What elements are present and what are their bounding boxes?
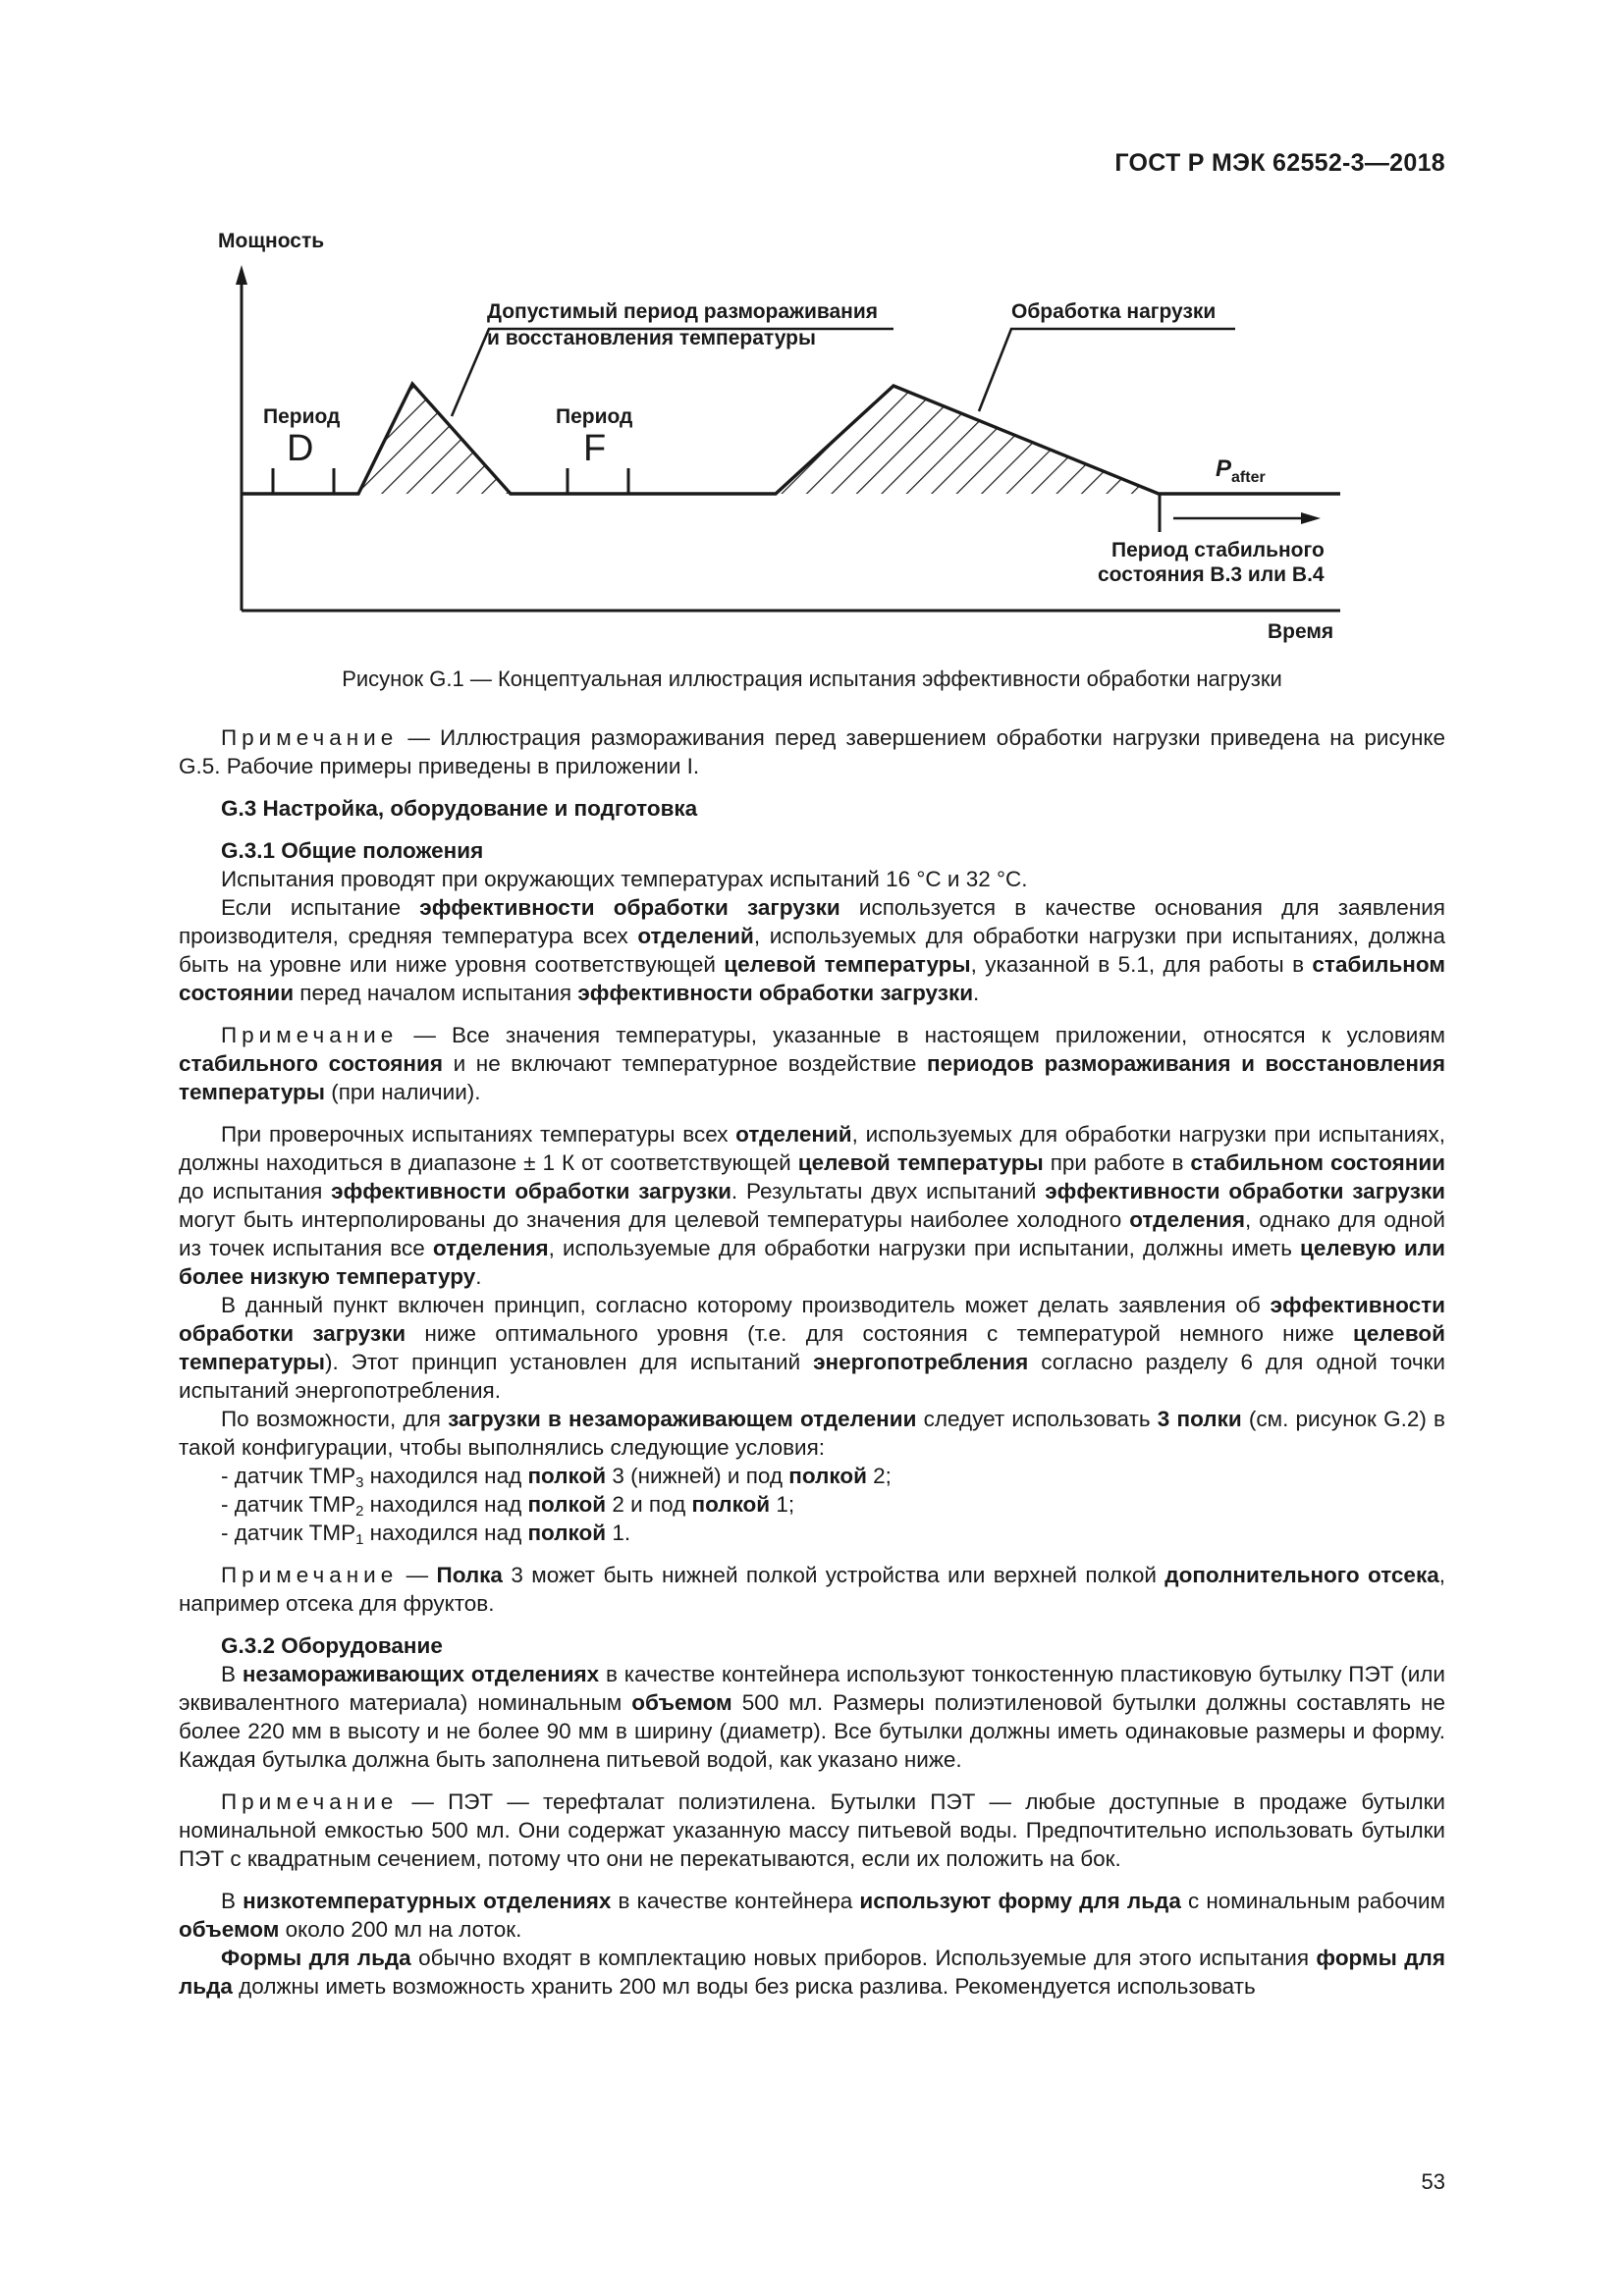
period-d-letter: D <box>287 428 314 469</box>
section-g3-heading: G.3 Настройка, оборудование и подготовка <box>221 796 698 821</box>
paragraph-6: В незамораживающих отделениях в качестве контейнера используют тонкостенную пластиковую бутылку ПЭТ (или эквивалентного материала) номинальным объемом 500 мл. Размеры полиэтиленовой бутылки должны составлять не более 220 мм в высоту и не более 90 мм в ширину (диаметр). Все бутылки должны иметь одинаковые размеры и форму. Каждая бутылка должна быть заполнена питьевой водой, как указано ниже. <box>179 1662 1445 1772</box>
figure-caption: Рисунок G.1 — Концептуальная иллюстрация испытания эффективности обработки нагрузки <box>342 667 1282 691</box>
note-3: Примечание — Полка 3 может быть нижней полкой устройства или верхней полкой дополнительного отсека, например отсека для фруктов. <box>179 1563 1445 1616</box>
section-g32-heading: G.3.2 Оборудование <box>221 1633 443 1658</box>
period-f-word: Период <box>556 405 633 428</box>
p-after-label: $P_{after}$ <box>1216 455 1266 486</box>
steady-state-arrow <box>1173 512 1321 524</box>
defrost-label-line2: и восстановления температуры <box>487 327 816 349</box>
paragraph-7: В низкотемпературных отделениях в качестве контейнера используют форму для льда с номинальным рабочим объемом около 200 мл на лоток. <box>179 1889 1446 1942</box>
note-4: Примечание — ПЭТ — терефталат полиэтилена. Бутылки ПЭТ — любые доступные в продаже бутылки номинальной емкостью 500 мл. Они содержат указанную массу питьевой воды. Предпочтительно использовать бутылки ПЭТ с квадратным сечением, потому что они не перекатываются, если их положить на бок. <box>179 1789 1445 1871</box>
defrost-hatched-area <box>358 384 511 494</box>
note-1: Примечание — Иллюстрация размораживания перед завершением обработки нагрузки приведена на рисунке G.5. Рабочие примеры приведены в приложении I. <box>179 725 1445 778</box>
steady-state-line1: Период стабильного <box>1111 539 1325 561</box>
period-d-word: Период <box>263 405 341 428</box>
defrost-label-line1: Допустимый период размораживания <box>487 300 879 323</box>
paragraph-8: Формы для льда обычно входят в комплектацию новых приборов. Используемые для этого испытания формы для льда должны иметь возможность хранить 200 мл воды без риска разлива. Рекомендуется использовать <box>179 1946 1445 1999</box>
paragraph-3: При проверочных испытаниях температуры всех отделений, используемых для обработки нагрузки при испытаниях, должны находиться в диапазоне ± 1 К от соответствующей целевой температуры при работе в стабильном состоянии до испытания эффективности обработки загрузки. Результаты двух испытаний эффективности обработки загрузки могут быть интерполированы до значения для целевой температуры наиболее холодного отделения, однако для одной из точек испытания все отделения, используемые для обработки нагрузки при испытании, должны иметь целевую или более низкую температуру. <box>179 1122 1446 1289</box>
y-axis-arrow <box>236 265 247 285</box>
x-axis-label: Время <box>1268 620 1334 643</box>
paragraph-4: В данный пункт включен принцип, согласно которому производитель может делать заявления об эффективности обработки загрузки ниже оптимального уровня (т.е. для состояния с температурой немного ниже целевой температуры). Этот принцип установлен для испытаний энергопотребления согласно разделу 6 для одной точки испытаний энергопотребления. <box>179 1293 1445 1403</box>
steady-state-line2: состояния B.3 или B.4 <box>1098 563 1325 586</box>
body-text <box>179 723 1445 2001</box>
note-2: Примечание — Все значения температуры, указанные в настоящем приложении, относятся к условиям стабильного состояния и не включают температурное воздействие периодов размораживания и восстановления температуры (при наличии). <box>179 1023 1445 1104</box>
section-g31-heading: G.3.1 Общие положения <box>221 838 484 863</box>
paragraph-2: Если испытание эффективности обработки загрузки используется в качестве основания для заявления производителя, средняя температура всех отделений, используемых для обработки нагрузки при испытаниях, должна быть на уровне или ниже уровня соответствующей целевой температуры, указанной в 5.1, для работы в стабильном состоянии перед началом испытания эффективности обработки загрузки. <box>179 895 1445 1005</box>
list-item-tmp1: - датчик $ТМР_1$ находился над полкой 1. <box>221 1521 631 1548</box>
y-axis-label: Мощность <box>218 230 325 252</box>
list-item-tmp2: - датчик $ТМР_2$ находился над полкой 2 и под полкой 1; <box>221 1492 795 1520</box>
figure-g1 <box>0 0 1624 667</box>
load-processing-label: Обработка нагрузки <box>1011 300 1217 323</box>
list-item-tmp3: - датчик $ТМР_3$ находился над полкой 3 (нижней) и под полкой 2; <box>221 1464 892 1491</box>
page-header: ГОСТ Р МЭК 62552-3—2018 <box>1114 149 1445 177</box>
paragraph-5: По возможности, для загрузки в незамораживающем отделении следует использовать 3 полки (см. рисунок G.2) в такой конфигурации, чтобы выполнялись следующие условия: <box>179 1407 1445 1460</box>
period-f-letter: F <box>583 428 607 469</box>
page-number: 53 <box>1421 2169 1445 2194</box>
paragraph-ambient: Испытания проводят при окружающих температурах испытаний 16 °С и 32 °С. <box>221 867 1028 891</box>
